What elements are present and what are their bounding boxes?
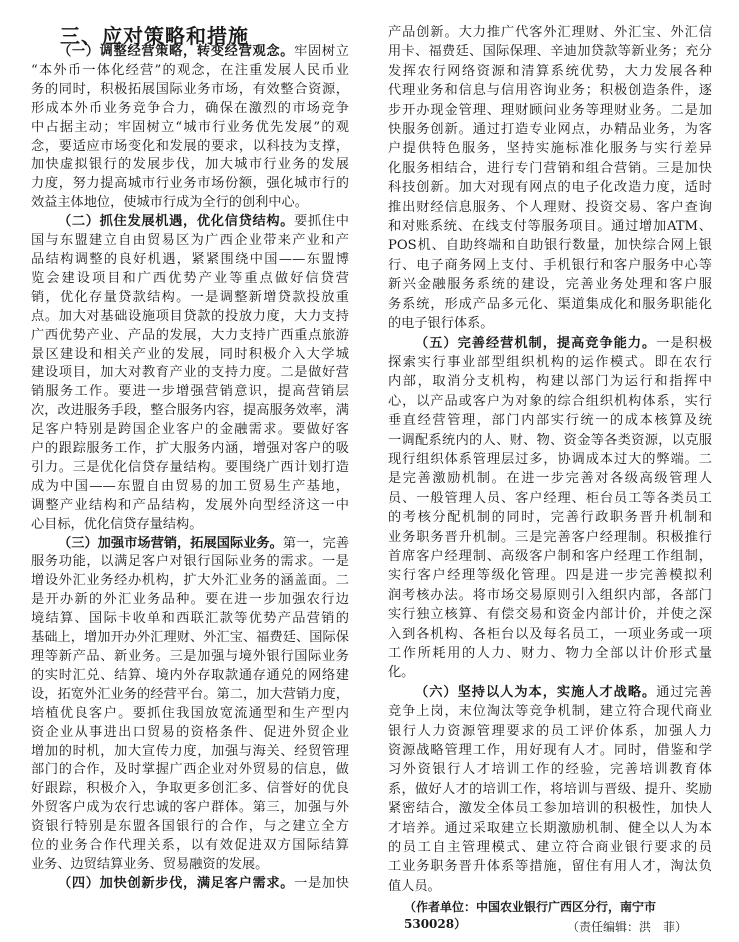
text-line xyxy=(388,139,712,158)
text-line xyxy=(31,308,349,327)
line-text: 景区建设和相关产业的发展，同时积极介入大学城 xyxy=(31,346,349,362)
line-text: 的员工自主管理模式、建立符合商业银行要求的员 xyxy=(388,840,712,856)
line-text: 务的同时，积极拓展国际业务市场，有效整合资源， xyxy=(31,81,349,97)
line-text: 务系统，形成产品多元化、渠道集成化和服务职能化 xyxy=(388,296,712,312)
line-text: 次，改进服务手段，整合服务内容，提高服务效率，满 xyxy=(31,403,349,419)
text-line xyxy=(388,799,712,818)
line-text: 资源战略管理工作，用好现有人才。同时，借鉴和学 xyxy=(388,743,712,759)
line-text: 一调配系统内的人、财、物、资金等各类资源，以克服 xyxy=(388,432,712,448)
line-text: 才培养。通过采取建立长期激励机制、健全以人为本 xyxy=(388,820,712,836)
line-text: 业务、边贸结算业务、贸易融资的发展。 xyxy=(31,856,269,872)
line-text: 代理业务和信息与信用咨询业务；积极创造条件，逐 xyxy=(388,83,712,99)
line-text: 的考核分配机制的同时，完善行政职务晋升机制和 xyxy=(388,510,712,526)
text-line xyxy=(388,217,712,236)
line-text: 中占据主动；牢固树立“城市行业务优先发展”的观 xyxy=(31,119,349,135)
line-text: 心目标，优化信贷存量结构。 xyxy=(31,516,203,532)
text-line xyxy=(31,591,349,610)
text-line xyxy=(388,120,712,139)
line-text: 力度，努力提高城市行业务市场份额，强化城市行的 xyxy=(31,176,349,192)
text-line xyxy=(31,516,349,535)
line-text: 化服务相结合，进行专门营销和组合营销。三是加快 xyxy=(388,160,712,176)
line-text: 用卡、福费廷、国际保理、辛迪加贷款等新业务；充分 xyxy=(388,44,712,60)
text-line xyxy=(31,81,349,100)
text-line xyxy=(388,42,712,61)
paragraph-heading: （五）完善经营机制，提高竞争能力。 xyxy=(415,335,657,351)
line-text: 好跟踪，积极介入，争取更多创汇多、信誉好的优良 xyxy=(31,781,349,797)
text-line xyxy=(31,535,349,554)
text-line xyxy=(388,819,712,838)
text-line xyxy=(388,411,712,430)
line-text: POS机、自助终端和自助银行数量，加快综合网上银 xyxy=(388,238,712,254)
text-line xyxy=(31,780,349,799)
line-text: 点。加大对基础设施项目贷款的投放力度，大力支持 xyxy=(31,308,349,324)
text-line xyxy=(388,469,712,488)
line-text: 调整产业结构和产品结构，发展外向型经济这一中 xyxy=(31,497,349,513)
line-text: 化。 xyxy=(388,665,415,681)
text-line xyxy=(31,346,349,365)
text-line xyxy=(31,251,349,270)
line-text: 内部，取消分支机构，构建以部门为运行和指挥中 xyxy=(388,374,712,390)
text-line xyxy=(31,156,349,175)
text-line xyxy=(388,334,712,353)
line-text: 基础上，增加开办外汇理财、外汇宝、福费廷、国际保 xyxy=(31,630,349,646)
text-line xyxy=(388,431,712,450)
line-text: 科技创新。加大对现有网点的电子化改造力度，适时 xyxy=(388,180,712,196)
line-text: 现行组织体系管理层过多，协调成本过大的弊端。二 xyxy=(388,451,712,467)
text-line xyxy=(31,43,349,62)
line-text: 理等新产品、新业务。三是加强与境外银行国际业务 xyxy=(31,649,349,664)
text-line xyxy=(388,877,712,896)
line-text: 国与东盟建立自由贸易区为广西企业带来产业和产 xyxy=(31,233,349,249)
text-line xyxy=(388,62,712,81)
line-text: 工作所耗用的人力、财力、物力全部以计价形式量 xyxy=(388,646,712,661)
paragraph xyxy=(31,43,349,213)
paragraph xyxy=(388,334,712,683)
paragraph-heading: （四）加快创新步伐，满足客户需求。 xyxy=(58,875,295,891)
line-text: 实行独立核算、有偿交易和资金内部计价，并使之深 xyxy=(388,607,712,623)
line-text: 位的业务合作代理关系，以有效促进双方国际结算 xyxy=(31,838,349,854)
left-column xyxy=(31,43,349,894)
text-line xyxy=(388,644,712,663)
line-text: 境结算、国际卡收单和西联汇款等优势产品营销的 xyxy=(31,611,349,627)
line-text: 资银行特别是东盟各国银行的合作，与之建立全方 xyxy=(31,819,349,835)
paragraph xyxy=(31,535,349,875)
line-text: 念，要适应市场变化和发展的要求，以科技为支撑， xyxy=(31,138,349,154)
line-text: 发挥农行网络资源和清算系统优势，大力发展各种 xyxy=(388,63,712,79)
text-line xyxy=(388,236,712,255)
text-line xyxy=(31,799,349,818)
line-text: 服务功能，以满足客户对银行国际业务的需求。一是 xyxy=(31,554,349,570)
text-line xyxy=(31,648,349,667)
text-line xyxy=(388,159,712,178)
line-text: 推出财经信息服务、个人理财、投资交易、客户查询 xyxy=(388,199,712,215)
text-line xyxy=(31,478,349,497)
text-line xyxy=(31,270,349,289)
text-line xyxy=(388,508,712,527)
line-text: 资企业从事进出口贸易的资格条件、促进外贸企业 xyxy=(31,724,349,740)
text-line xyxy=(388,178,712,197)
right-column xyxy=(388,23,712,896)
text-line xyxy=(388,81,712,100)
text-line xyxy=(31,856,349,875)
line-text: 户提供特色服务，坚持实施标准化服务与实行差异 xyxy=(388,141,712,157)
text-line xyxy=(31,138,349,157)
line-text: 探索实行事业部型组织机构的运作模式。即在农行 xyxy=(388,354,712,370)
paragraph-heading: （二）抓住发展机遇，优化信贷结构。 xyxy=(58,214,295,230)
text-line xyxy=(31,686,349,705)
line-text: 一是积极 xyxy=(656,335,713,351)
text-line xyxy=(31,194,349,213)
text-line xyxy=(31,62,349,81)
text-line xyxy=(388,741,712,760)
line-text: 增设外汇业务经办机构，扩大外汇业务的涵盖面。二 xyxy=(31,573,349,589)
text-line xyxy=(31,837,349,856)
text-line xyxy=(388,372,712,391)
line-text: 成为中国——东盟自由贸易的加工贸易生产基地， xyxy=(31,478,349,494)
text-line xyxy=(31,402,349,421)
section-title: 三、应对策略和措施 xyxy=(60,24,249,48)
line-text: 润考核办法。将市场交易原则引入组织内部，各部门 xyxy=(388,587,712,603)
line-text: 首席客户经理制、高级客户制和客户经理工作组制， xyxy=(388,548,712,564)
text-line xyxy=(388,605,712,624)
line-text: 牢固树立 xyxy=(294,44,349,59)
line-text: 值人员。 xyxy=(388,878,441,894)
line-text: 览会建设项目和广西优势产业等重点做好信贷营 xyxy=(31,270,349,286)
line-text: 垂直经营管理，部门内部实行统一的成本核算及统 xyxy=(388,413,712,429)
line-text: 系，做好人才的培训工作，将培训与晋级、提升、奖励 xyxy=(388,781,712,797)
paragraph xyxy=(388,23,712,334)
text-line xyxy=(388,663,712,682)
line-text: 销，优化存量贷款结构。一是调整新增贷款投放重 xyxy=(31,289,349,305)
text-line xyxy=(388,314,712,333)
author-affiliation: （作者单位：中国农业银行广西区分行，南宁市 530028） xyxy=(404,900,669,931)
text-line xyxy=(388,857,712,876)
text-line xyxy=(388,295,712,314)
line-text: 紧密结合，激发全体员工参加培训的积极性，加快人 xyxy=(388,801,712,817)
text-line xyxy=(388,450,712,469)
line-text: 步开办现金管理、理财顾问业务等理财业务。二是加 xyxy=(388,102,712,118)
text-line xyxy=(388,838,712,857)
text-line xyxy=(31,553,349,572)
text-line xyxy=(388,702,712,721)
line-text: 是完善激励机制。在进一步完善对各级高级管理人 xyxy=(388,471,712,487)
text-line xyxy=(388,23,712,42)
text-line xyxy=(388,547,712,566)
text-line xyxy=(31,497,349,516)
line-text: 新兴金融服务系统的建设，完善业务处理和客户服 xyxy=(388,277,712,293)
line-text: 引力。三是优化信贷存量结构。要围绕广西计划打造 xyxy=(31,459,349,475)
line-text: 入到各机构、各柜台以及每名员工，一项业务或一项 xyxy=(388,626,712,642)
line-text: 销服务工作。要进一步增强营销意识，提高营销层 xyxy=(31,384,349,400)
line-text: 产品创新。大力推广代客外汇理财、外汇宝、外汇信 xyxy=(388,25,712,40)
text-line xyxy=(31,364,349,383)
line-text: 实行客户经理等级化管理。四是进一步完善模拟利 xyxy=(388,568,712,584)
text-line xyxy=(388,566,712,585)
line-text: 的电子银行体系。 xyxy=(388,316,494,332)
text-line xyxy=(388,392,712,411)
text-line xyxy=(31,724,349,743)
line-text: 广西优势产业、产品的发展，大力支持广西重点旅游 xyxy=(31,327,349,343)
text-line xyxy=(388,101,712,120)
text-line xyxy=(31,761,349,780)
text-line xyxy=(31,327,349,346)
line-text: 培植优良客户。要抓住我国放宽流通型和生产型内 xyxy=(31,705,349,721)
line-text: 外贸客户成为农行忠诚的客户群体。第三，加强与外 xyxy=(31,800,349,816)
text-line xyxy=(388,198,712,217)
line-text: “本外币一体化经营”的观念，在注重发展人民币业 xyxy=(31,62,349,78)
line-text: 通过完善 xyxy=(656,684,713,700)
text-line xyxy=(388,275,712,294)
line-text: 第一，完善 xyxy=(282,535,350,551)
text-line xyxy=(31,667,349,686)
paragraph-heading: （一）调整经营策略，转变经营观念。 xyxy=(58,44,295,59)
line-text: 的实时汇兑、结算、境内外存取款通存通兑的网络建 xyxy=(31,667,349,683)
paragraph-heading: （六）坚持以人为本，实施人才战略。 xyxy=(415,684,657,700)
text-line xyxy=(31,213,349,232)
line-text: 设，拓宽外汇业务的经营平台。第二，加大营销力度， xyxy=(31,686,349,702)
line-text: 行、电子商务网上支付、手机银行和客户服务中心等 xyxy=(388,257,712,273)
text-line xyxy=(31,572,349,591)
text-line xyxy=(31,100,349,119)
line-text: 户的跟踪服务工作，扩大服务内涵，增强对客户的吸 xyxy=(31,441,349,457)
text-line xyxy=(31,818,349,837)
line-text: 建设项目，加大对教育产业的支持力度。二是做好营 xyxy=(31,365,349,381)
responsible-editor: （责任编辑：洪 菲） xyxy=(567,920,688,934)
line-text: 和对账系统、在线支付等服务项目。通过增加ATM、 xyxy=(388,219,712,235)
text-line xyxy=(31,175,349,194)
paragraph xyxy=(388,683,712,896)
line-text: 业务职务晋升机制。三是完善客户经理制。积极推行 xyxy=(388,529,712,545)
line-text: 工业务职务晋升体系等措施，留住有用人才，淘汰负 xyxy=(388,859,712,875)
line-text: 快服务创新。通过打造专业网点，办精品业务，为客 xyxy=(388,122,712,138)
text-line xyxy=(388,528,712,547)
text-line xyxy=(31,421,349,440)
line-text: 一是加快 xyxy=(294,875,349,891)
text-line xyxy=(388,586,712,605)
text-line xyxy=(31,705,349,724)
text-line xyxy=(31,383,349,402)
text-line xyxy=(31,875,349,894)
text-line xyxy=(31,232,349,251)
line-text: 效益主体地位，使城市行成为全行的创利中心。 xyxy=(31,195,308,211)
paragraph-heading: （三）加强市场营销，拓展国际业务。 xyxy=(58,535,283,551)
line-text: 心，以产品或客户为对象的综合组织机构体系，实行 xyxy=(388,393,712,409)
text-line xyxy=(31,440,349,459)
text-line xyxy=(388,683,712,702)
line-text: 竞争上岗，末位淘汰等竞争机制，建立符合现代商业 xyxy=(388,704,712,720)
line-text: 形成本外币业务竞争合力，确保在激烈的市场竞争 xyxy=(31,100,349,116)
line-text: 银行人力资源管理要求的员工评价体系，加强人力 xyxy=(388,723,712,739)
line-text: 加快虚拟银行的发展步伐，加大城市行业务的发展 xyxy=(31,157,349,173)
line-text: 是开办新的外汇业务品种。要在进一步加强农行边 xyxy=(31,592,349,608)
line-text: 足客户特别是跨国企业客户的金融需求。要做好客 xyxy=(31,422,349,438)
text-line xyxy=(388,780,712,799)
line-text: 习外资银行人才培训工作的经验，完善培训教育体 xyxy=(388,762,712,778)
text-line xyxy=(31,119,349,138)
text-line xyxy=(388,353,712,372)
paragraph xyxy=(31,875,349,894)
text-line xyxy=(31,610,349,629)
paragraph xyxy=(31,213,349,534)
text-line xyxy=(31,743,349,762)
line-text: 品结构调整的良好机遇，紧紧围绕中国——东盟博 xyxy=(31,251,349,267)
text-line xyxy=(388,722,712,741)
line-text: 要抓住中 xyxy=(294,214,349,230)
text-line xyxy=(388,760,712,779)
text-line xyxy=(388,489,712,508)
text-line xyxy=(388,256,712,275)
line-text: 员、一般管理人员、客户经理、柜台员工等各类员工 xyxy=(388,490,712,506)
line-text: 部门的合作，及时掌握广西企业对外贸易的信息，做 xyxy=(31,762,349,778)
text-line xyxy=(31,459,349,478)
text-line xyxy=(388,625,712,644)
text-line xyxy=(31,629,349,648)
text-line xyxy=(31,289,349,308)
line-text: 增加的时机，加大宣传力度，加强与海关、经贸管理 xyxy=(31,743,349,759)
